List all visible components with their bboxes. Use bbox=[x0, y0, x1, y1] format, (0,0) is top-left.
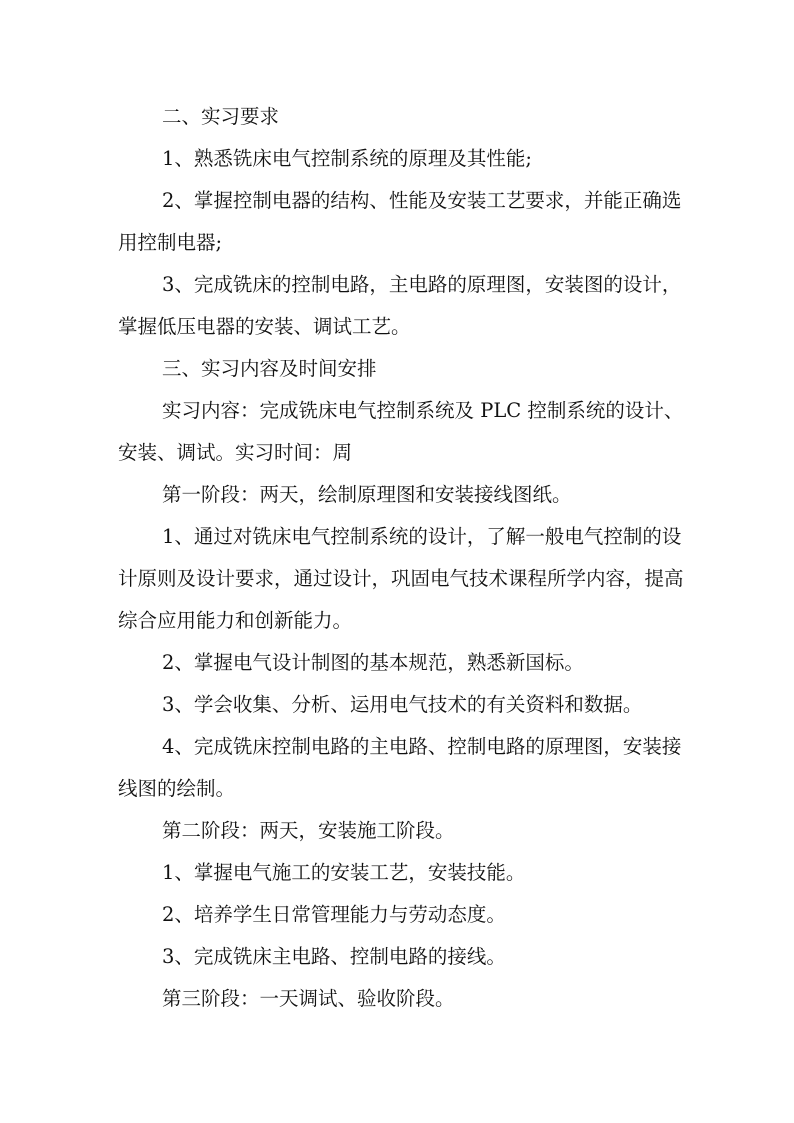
paragraph: 3、完成铣床主电路、控制电路的接线。 bbox=[162, 945, 506, 968]
paragraph: 3、完成铣床的控制电路，主电路的原理图，安装图的设计，掌握低压电器的安装、调试工艺。 bbox=[118, 273, 682, 338]
paragraph: 1、通过对铣床电气控制系统的设计，了解一般电气控制的设计原则及设计要求，通过设计，巩固电气技术课程所学内容，提高综合应用能力和创新能力。 bbox=[118, 525, 684, 632]
section-heading-requirements: 二、实习要求 bbox=[162, 105, 280, 128]
paragraph: 3、学会收集、分析、运用电气技术的有关资料和数据。 bbox=[162, 693, 643, 716]
paragraph: 1、掌握电气施工的安装工艺，安装技能。 bbox=[162, 861, 526, 884]
paragraph: 2、掌握电气设计制图的基本规范，熟悉新国标。 bbox=[162, 651, 584, 674]
stage-heading-2: 第二阶段：两天，安装施工阶段。 bbox=[162, 819, 455, 842]
section-heading-content-schedule: 三、实习内容及时间安排 bbox=[162, 357, 377, 380]
paragraph: 实习内容：完成铣床电气控制系统及 PLC 控制系统的设计、安装、调试。实习时间：周 bbox=[118, 399, 684, 464]
paragraph: 4、完成铣床控制电路的主电路、控制电路的原理图，安装接线图的绘制。 bbox=[118, 735, 682, 800]
paragraph: 2、掌握控制电器的结构、性能及安装工艺要求，并能正确选用控制电器; bbox=[118, 189, 682, 254]
paragraph: 2、培养学生日常管理能力与劳动态度。 bbox=[162, 903, 506, 926]
stage-heading-1: 第一阶段：两天，绘制原理图和安装接线图纸。 bbox=[162, 483, 572, 506]
paragraph: 1、熟悉铣床电气控制系统的原理及其性能; bbox=[162, 147, 532, 170]
stage-heading-3: 第三阶段：一天调试、验收阶段。 bbox=[162, 987, 455, 1010]
